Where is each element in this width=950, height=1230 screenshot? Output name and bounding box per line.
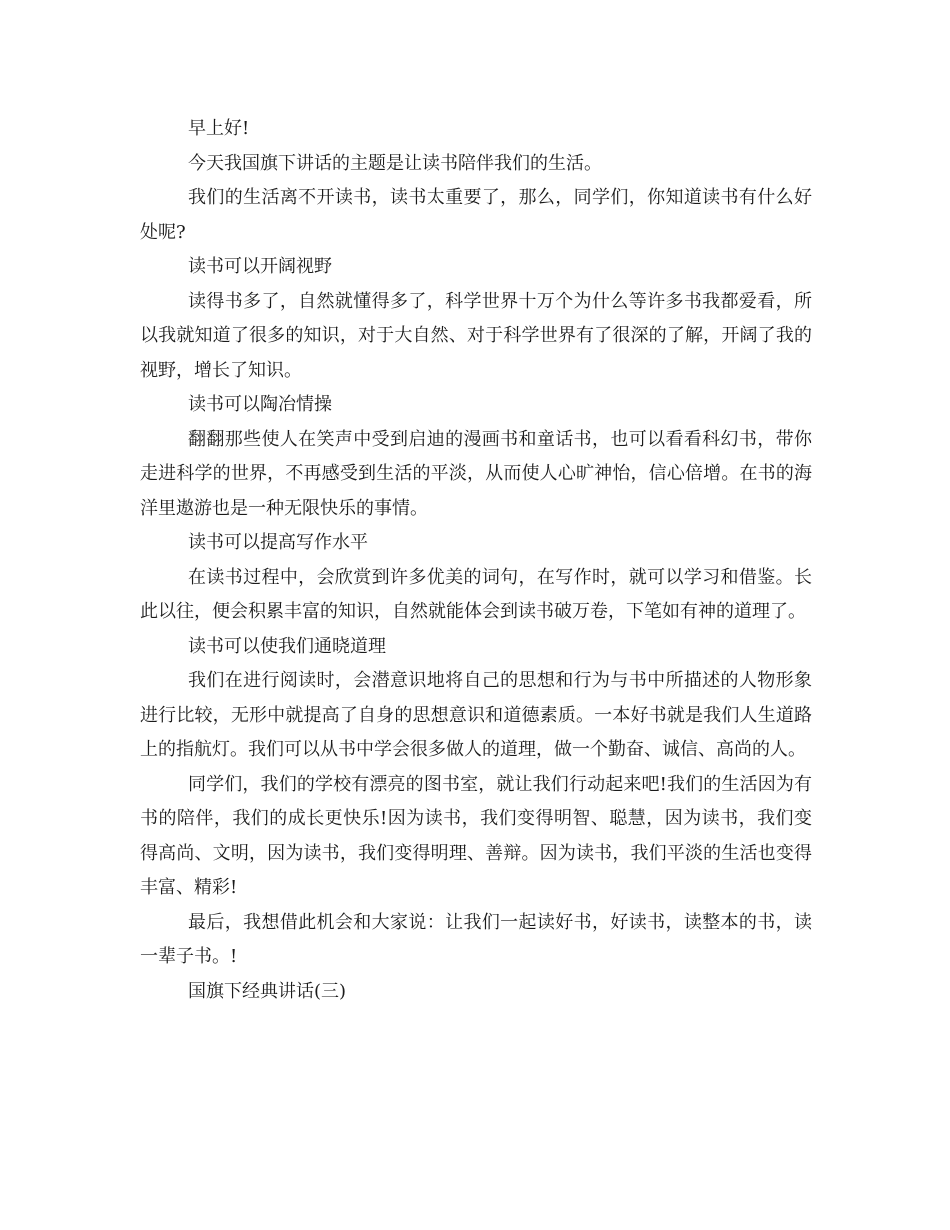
heading-broaden-horizons: 读书可以开阔视野 (188, 256, 332, 277)
body-paragraph: 读得书多了，自然就懂得多了，科学世界十万个为什么等许多书我都爱看，所以我就知道了很多的知识，对于大自然、对于科学世界有了很深的了解，开阔了我的视野，增长了知识。 (140, 290, 812, 381)
question-paragraph: 我们的生活离不开读书，读书太重要了，那么，同学们，你知道读书有什么好处呢? (140, 187, 812, 243)
closing-paragraph: 最后，我想借此机会和大家说：让我们一起读好书，好读书，读整本的书，读一辈子书。! (140, 911, 812, 967)
document-body (140, 112, 812, 1009)
section-title: 国旗下经典讲话(三) (188, 980, 347, 1002)
greeting-paragraph: 早上好! (188, 118, 250, 139)
topic-paragraph: 今天我国旗下讲话的主题是让读书陪伴我们的生活。 (188, 152, 602, 174)
heading-cultivate-sentiment: 读书可以陶冶情操 (188, 394, 332, 415)
body-paragraph: 翻翻那些使人在笑声中受到启迪的漫画书和童话书，也可以看看科幻书，带你走进科学的世界，不再感受到生活的平淡，从而使人心旷神怡，信心倍增。在书的海洋里遨游也是一种无限快乐的事情。 (140, 428, 812, 519)
body-paragraph: 同学们，我们的学校有漂亮的图书室，就让我们行动起来吧!我们的生活因为有书的陪伴，我们的成长更快乐!因为读书，我们变得明智、聪慧，因为读书，我们变得高尚、文明，因为读书，我们变得明理、善辩。因为读书，我们平淡的生活也变得丰富、精彩! (140, 773, 812, 898)
body-paragraph: 在读书过程中，会欣赏到许多优美的词句，在写作时，就可以学习和借鉴。长此以往，便会积累丰富的知识，自然就能体会到读书破万卷，下笔如有神的道理了。 (140, 566, 812, 622)
body-paragraph: 我们在进行阅读时，会潜意识地将自己的思想和行为与书中所描述的人物形象进行比较，无形中就提高了自身的思想意识和道德素质。一本好书就是我们人生道路上的指航灯。我们可以从书中学会很多做人的道理，做一个勤奋、诚信、高尚的人。 (140, 670, 812, 760)
heading-understand-reason: 读书可以使我们通晓道理 (188, 635, 386, 657)
heading-improve-writing: 读书可以提高写作水平 (188, 532, 368, 553)
